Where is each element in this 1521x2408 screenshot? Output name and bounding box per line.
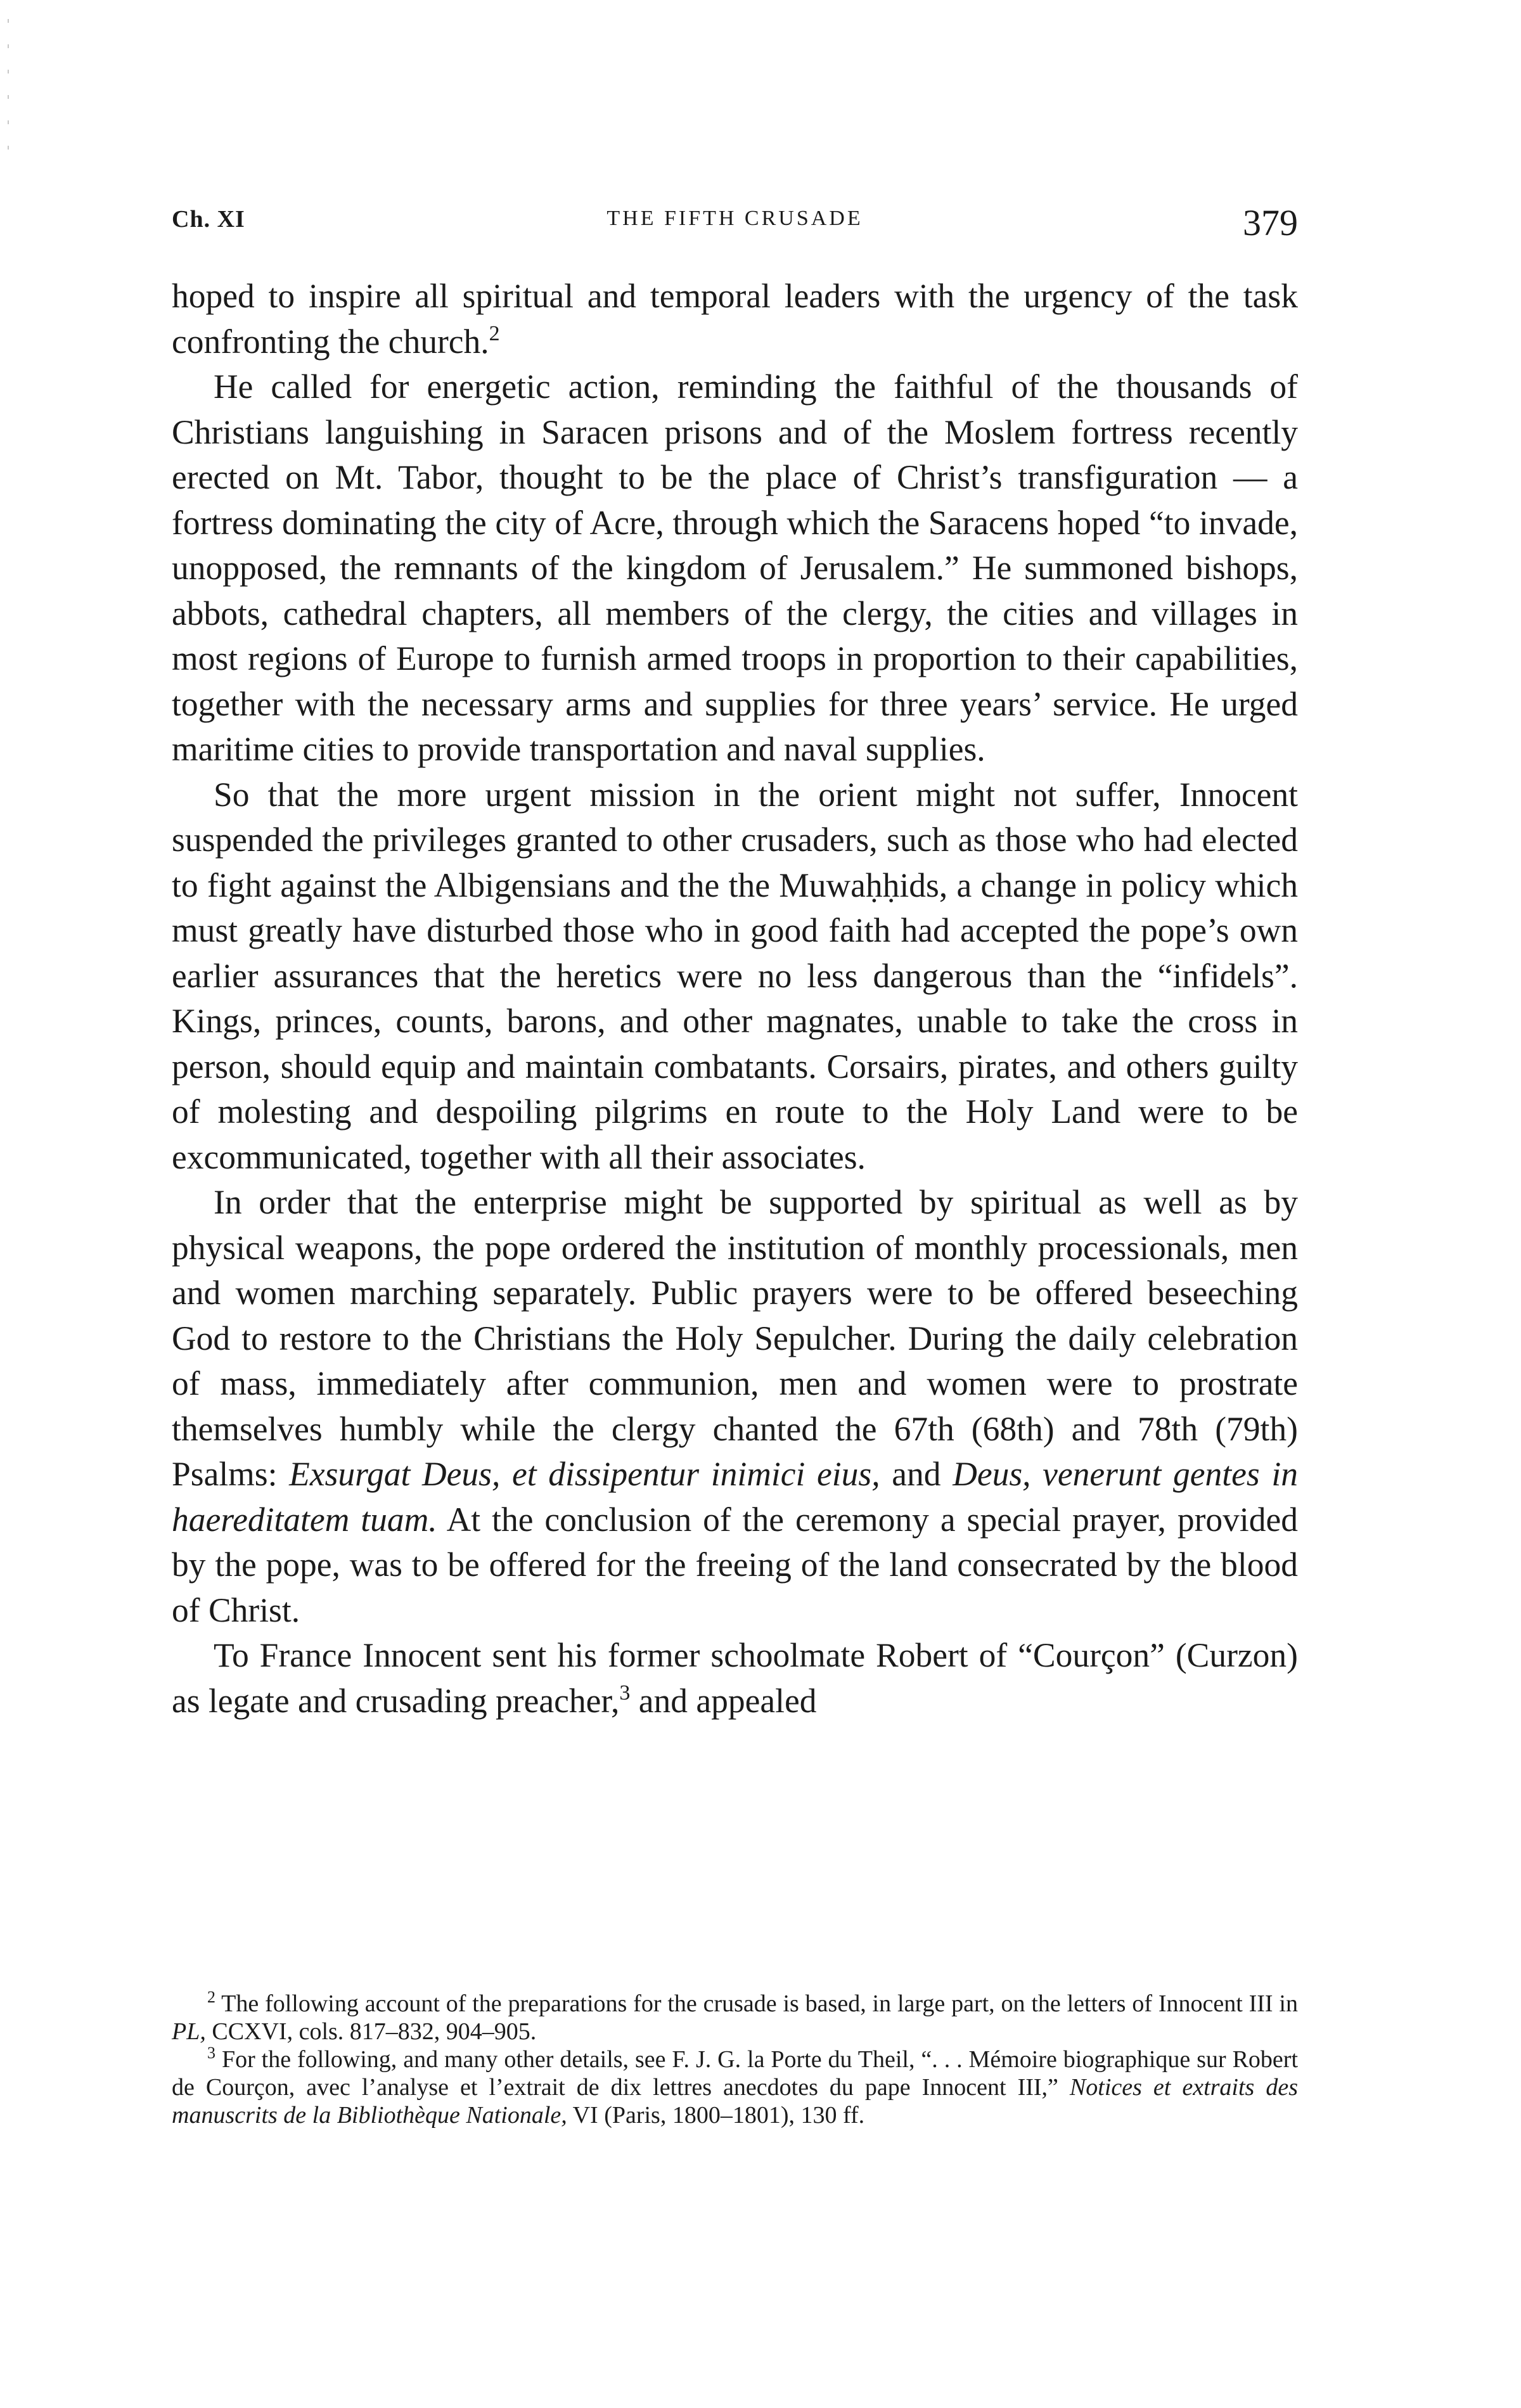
footnote-3: $^3$ For the following, and many other details, see F. J. G. la Porte du Theil, “. . . Mémoire biographique sur Robert de Courçon, avec l’analyse et l’extrait de dix lettres anecdotes du pape Innocent III,” Notices et extraits des manuscrits de la Bibliothèque Nationale, VI (Paris, 1800–1801), 130 ff. [172,2044,1298,2129]
footnote-number: 3 [207,2044,215,2062]
footnotes [172,1990,1298,2129]
paragraph-3: So that the more urgent mission in the orient might not suffer, Innocent suspended the privileges granted to other crusaders, such as those who had elected to fight against the Albigensians and the the Muwaḥḥids, a change in policy which must greatly have disturbed those who in good faith had accepted the pope’s own earlier assurances that the heretics were no less dangerous than the “infidels”. Kings, princes, counts, barons, and other magnates, unable to take the cross in person, should equip and maintain combatants. Corsairs, pirates, and others guilty of molesting and despoiling pilgrims en route to the Holy Land were to be excommunicated, together with all their associates. [172,775,1298,1176]
paragraph-1: hoped to inspire all spiritual and temporal leaders with the urgency of the task confronting the church.$^2$ [172,277,1298,361]
footnote-ref-3: 3 [619,1681,631,1705]
psalm-title-1: Exsurgat Deus, et dissipentur inimici eius, [289,1455,880,1493]
body-text [172,274,1298,1724]
running-head [172,202,1298,252]
chapter-label: Ch. XI [172,206,245,233]
chapter-title: THE FIFTH CRUSADE [606,207,863,230]
paragraph-2: He called for energetic action, reminding the faithful of the thousands of Christians languishing in Saracen prisons and of the Moslem fortress recently erected on Mt. Tabor, thought to be the place of Christ’s transfiguration — a fortress dominating the city of Acre, through which the Saracens hoped “to invade, unopposed, the remnants of the kingdom of Jerusalem.” He summoned bishops, abbots, cathedral chapters, all members of the clergy, the cities and villages in most regions of Europe to furnish armed troops in proportion to their capabilities, together with the necessary arms and supplies for three years’ service. He urged maritime cities to provide transportation and naval supplies. [172,368,1298,768]
paragraph-4: In order that the enterprise might be supported by spiritual as well as by physical weapons, the pope ordered the institution of monthly processionals, men and women marching separately. Public prayers were to be offered beseeching God to restore to the Christians the Holy Sepulcher. During the daily celebration of mass, immediately after communion, men and women were to prostrate themselves humbly while the clergy chanted the 67th (68th) and 78th (79th) Psalms: Exsurgat Deus, et dissipentur inimici eius, and Deus, venerunt gentes in haereditatem tuam. At the conclusion of the ceremony a special prayer, provided by the pope, was to be offered for the freeing of the land consecrated by the blood of Christ. [172,1183,1298,1629]
psalm-title-2: Deus, venerunt gentes in haereditatem tuam. [172,1455,1298,1539]
footnote-2: $^2$ The following account of the preparations for the crusade is based, in large part, on the letters of Innocent III in PL, CCXVI, cols. 817–832, 904–905. [172,1988,1298,2045]
paragraph-5: To France Innocent sent his former schoolmate Robert of “Courçon” (Curzon) as legate and crusading preacher,$^3$ and appealed [172,1636,1298,1720]
footnote-ref-2: 2 [489,321,500,345]
footnote-number: 2 [207,1988,215,2006]
scan-edge-marks [0,0,15,203]
page-number: 379 [1243,202,1298,243]
